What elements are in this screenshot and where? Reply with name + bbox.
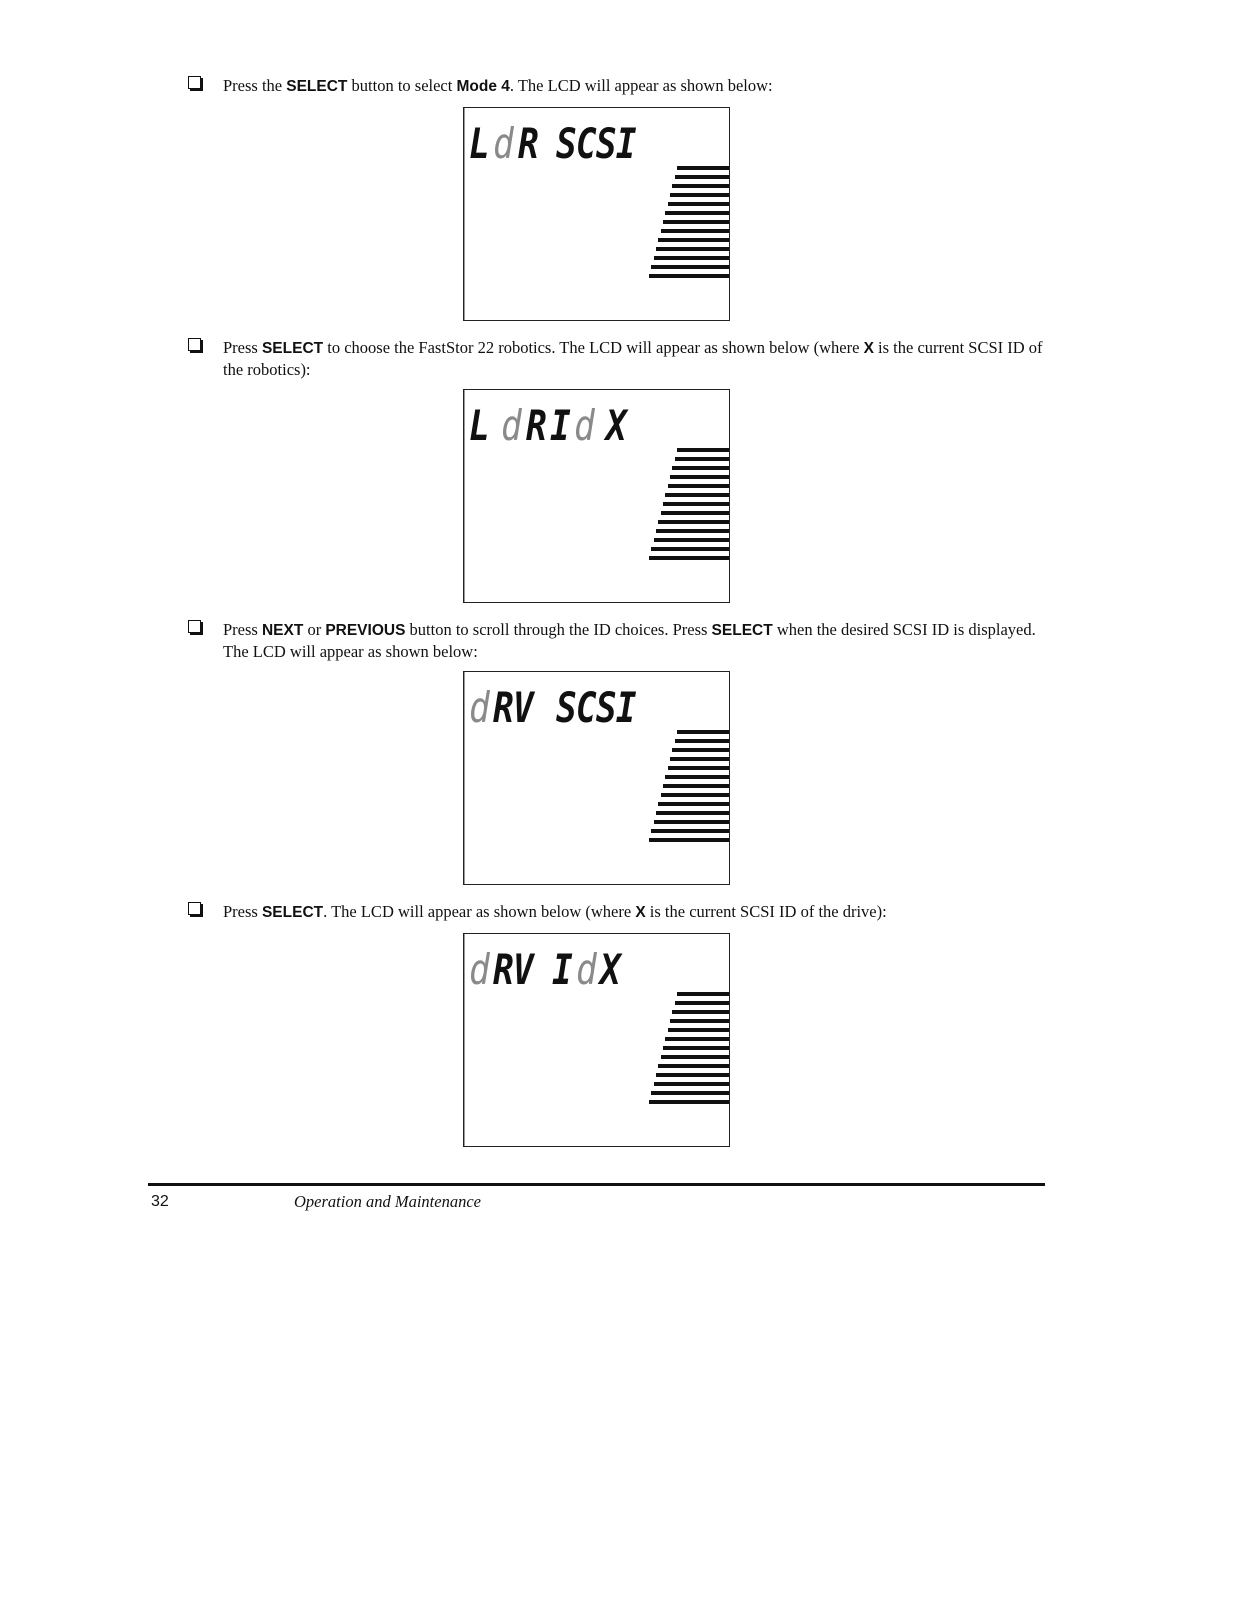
lcd-display-1 xyxy=(463,107,730,321)
lcd-bar-segment xyxy=(677,166,729,170)
signal-bars-icon xyxy=(647,448,729,566)
lcd-bar-segment xyxy=(665,211,729,215)
lcd-bar-segment xyxy=(670,757,729,761)
lcd-bar-segment xyxy=(663,502,729,506)
text-run: is the current SCSI ID of the robotics): xyxy=(223,338,1043,379)
lcd-char: RV xyxy=(493,945,534,994)
text-run: button to scroll through the ID choices. Press xyxy=(405,620,712,639)
lcd-bar-segment xyxy=(668,202,729,206)
signal-bars-icon xyxy=(647,992,729,1110)
instruction-step-2 xyxy=(188,337,1048,380)
keyword-select: SELECT xyxy=(261,340,324,357)
instruction-step-3 xyxy=(188,619,1048,662)
text-run: is the current SCSI ID of the drive): xyxy=(645,902,887,921)
step-text xyxy=(223,619,1048,662)
text-run: when the desired SCSI ID is displayed. The LCD will appear as shown below: xyxy=(223,620,1036,661)
checkbox-bullet-icon xyxy=(188,620,201,633)
lcd-readout xyxy=(469,942,625,994)
lcd-bar-segment xyxy=(675,175,729,179)
lcd-char: I xyxy=(549,401,570,450)
lcd-bar-segment xyxy=(670,193,729,197)
text-run: . The LCD will appear as shown below: xyxy=(509,76,773,95)
lcd-bar-segment xyxy=(651,1091,729,1095)
lcd-bar-segment xyxy=(672,1010,729,1014)
lcd-bar-segment xyxy=(663,1046,729,1050)
lcd-bar-segment xyxy=(675,457,729,461)
lcd-bar-segment xyxy=(675,739,729,743)
lcd-char: SCSI xyxy=(555,119,636,168)
keyword-next: NEXT xyxy=(261,622,304,639)
lcd-char-dim: d xyxy=(469,683,489,732)
keyword-mode: Mode 4 xyxy=(456,78,510,95)
lcd-bar-segment xyxy=(654,820,729,824)
lcd-bar-segment xyxy=(658,520,729,524)
lcd-char: SCSI xyxy=(555,683,636,732)
text-run: Press the xyxy=(223,76,287,95)
signal-bars-icon xyxy=(647,166,729,284)
lcd-display-4 xyxy=(463,933,730,1147)
lcd-bar-segment xyxy=(656,529,729,533)
lcd-readout xyxy=(469,116,653,168)
checkbox-bullet-icon xyxy=(188,902,201,915)
lcd-bar-segment xyxy=(661,229,729,233)
lcd-bar-segment xyxy=(670,1019,729,1023)
lcd-bar-segment xyxy=(677,730,729,734)
footer-title: Operation and Maintenance xyxy=(294,1192,481,1211)
lcd-bar-segment xyxy=(651,265,729,269)
lcd-char: L xyxy=(469,119,489,168)
lcd-char: R xyxy=(525,401,546,450)
lcd-char-dim: d xyxy=(576,945,597,994)
footer-rule xyxy=(148,1183,1045,1186)
lcd-bar-segment xyxy=(658,238,729,242)
lcd-bar-segment xyxy=(658,1064,729,1068)
lcd-char: I xyxy=(551,945,572,994)
lcd-readout xyxy=(469,398,631,450)
lcd-display-3 xyxy=(463,671,730,885)
lcd-bar-segment xyxy=(658,802,729,806)
lcd-bar-segment xyxy=(670,475,729,479)
lcd-char: RV xyxy=(493,683,534,732)
lcd-bar-segment xyxy=(665,775,729,779)
lcd-bar-segment xyxy=(668,766,729,770)
lcd-bar-segment xyxy=(649,838,729,842)
keyword-x: X xyxy=(635,904,646,921)
keyword-previous: PREVIOUS xyxy=(325,622,406,639)
lcd-bar-segment xyxy=(677,448,729,452)
lcd-bar-segment xyxy=(656,1073,729,1077)
lcd-char-dim: d xyxy=(501,401,522,450)
lcd-bar-segment xyxy=(663,784,729,788)
lcd-bar-segment xyxy=(651,829,729,833)
text-run: button to select xyxy=(347,76,457,95)
keyword-x: X xyxy=(863,340,874,357)
keyword-select: SELECT xyxy=(261,904,324,921)
lcd-bar-segment xyxy=(661,511,729,515)
step-text xyxy=(223,337,1048,380)
lcd-bar-segment xyxy=(654,256,729,260)
keyword-select: SELECT xyxy=(286,78,348,95)
lcd-bar-segment xyxy=(677,992,729,996)
signal-bars-icon xyxy=(647,730,729,848)
text-run: or xyxy=(303,620,326,639)
lcd-char: X xyxy=(606,401,627,450)
keyword-select: SELECT xyxy=(711,622,773,639)
lcd-char-dim: d xyxy=(493,119,514,168)
page-number: 32 xyxy=(151,1193,169,1210)
lcd-bar-segment xyxy=(661,793,729,797)
instruction-step-4 xyxy=(188,901,1048,923)
lcd-bar-segment xyxy=(672,184,729,188)
checkbox-bullet-icon xyxy=(188,76,201,89)
text-run: Press xyxy=(223,338,262,357)
lcd-bar-segment xyxy=(651,547,729,551)
text-run: Press xyxy=(223,902,262,921)
checkbox-bullet-icon xyxy=(188,338,201,351)
lcd-bar-segment xyxy=(665,493,729,497)
lcd-bar-segment xyxy=(672,466,729,470)
lcd-bar-segment xyxy=(649,1100,729,1104)
lcd-bar-segment xyxy=(663,220,729,224)
lcd-bar-segment xyxy=(654,1082,729,1086)
step-text xyxy=(223,901,1048,923)
text-run: Press xyxy=(223,620,262,639)
lcd-char: X xyxy=(600,945,621,994)
lcd-bar-segment xyxy=(668,484,729,488)
lcd-char: R xyxy=(517,119,538,168)
lcd-bar-segment xyxy=(656,247,729,251)
lcd-bar-segment xyxy=(675,1001,729,1005)
instruction-step-1 xyxy=(188,75,1048,97)
lcd-bar-segment xyxy=(665,1037,729,1041)
lcd-bar-segment xyxy=(668,1028,729,1032)
lcd-readout xyxy=(469,680,653,732)
lcd-bar-segment xyxy=(649,556,729,560)
lcd-bar-segment xyxy=(661,1055,729,1059)
lcd-bar-segment xyxy=(654,538,729,542)
lcd-display-2 xyxy=(463,389,730,603)
lcd-char-dim: d xyxy=(469,945,489,994)
lcd-char: L xyxy=(469,401,489,450)
lcd-bar-segment xyxy=(656,811,729,815)
step-text xyxy=(223,75,1048,97)
text-run: . The LCD will appear as shown below (where xyxy=(323,902,636,921)
lcd-bar-segment xyxy=(649,274,729,278)
text-run: to choose the FastStor 22 robotics. The LCD will appear as shown below (where xyxy=(323,338,864,357)
lcd-char-dim: d xyxy=(574,401,595,450)
lcd-bar-segment xyxy=(672,748,729,752)
